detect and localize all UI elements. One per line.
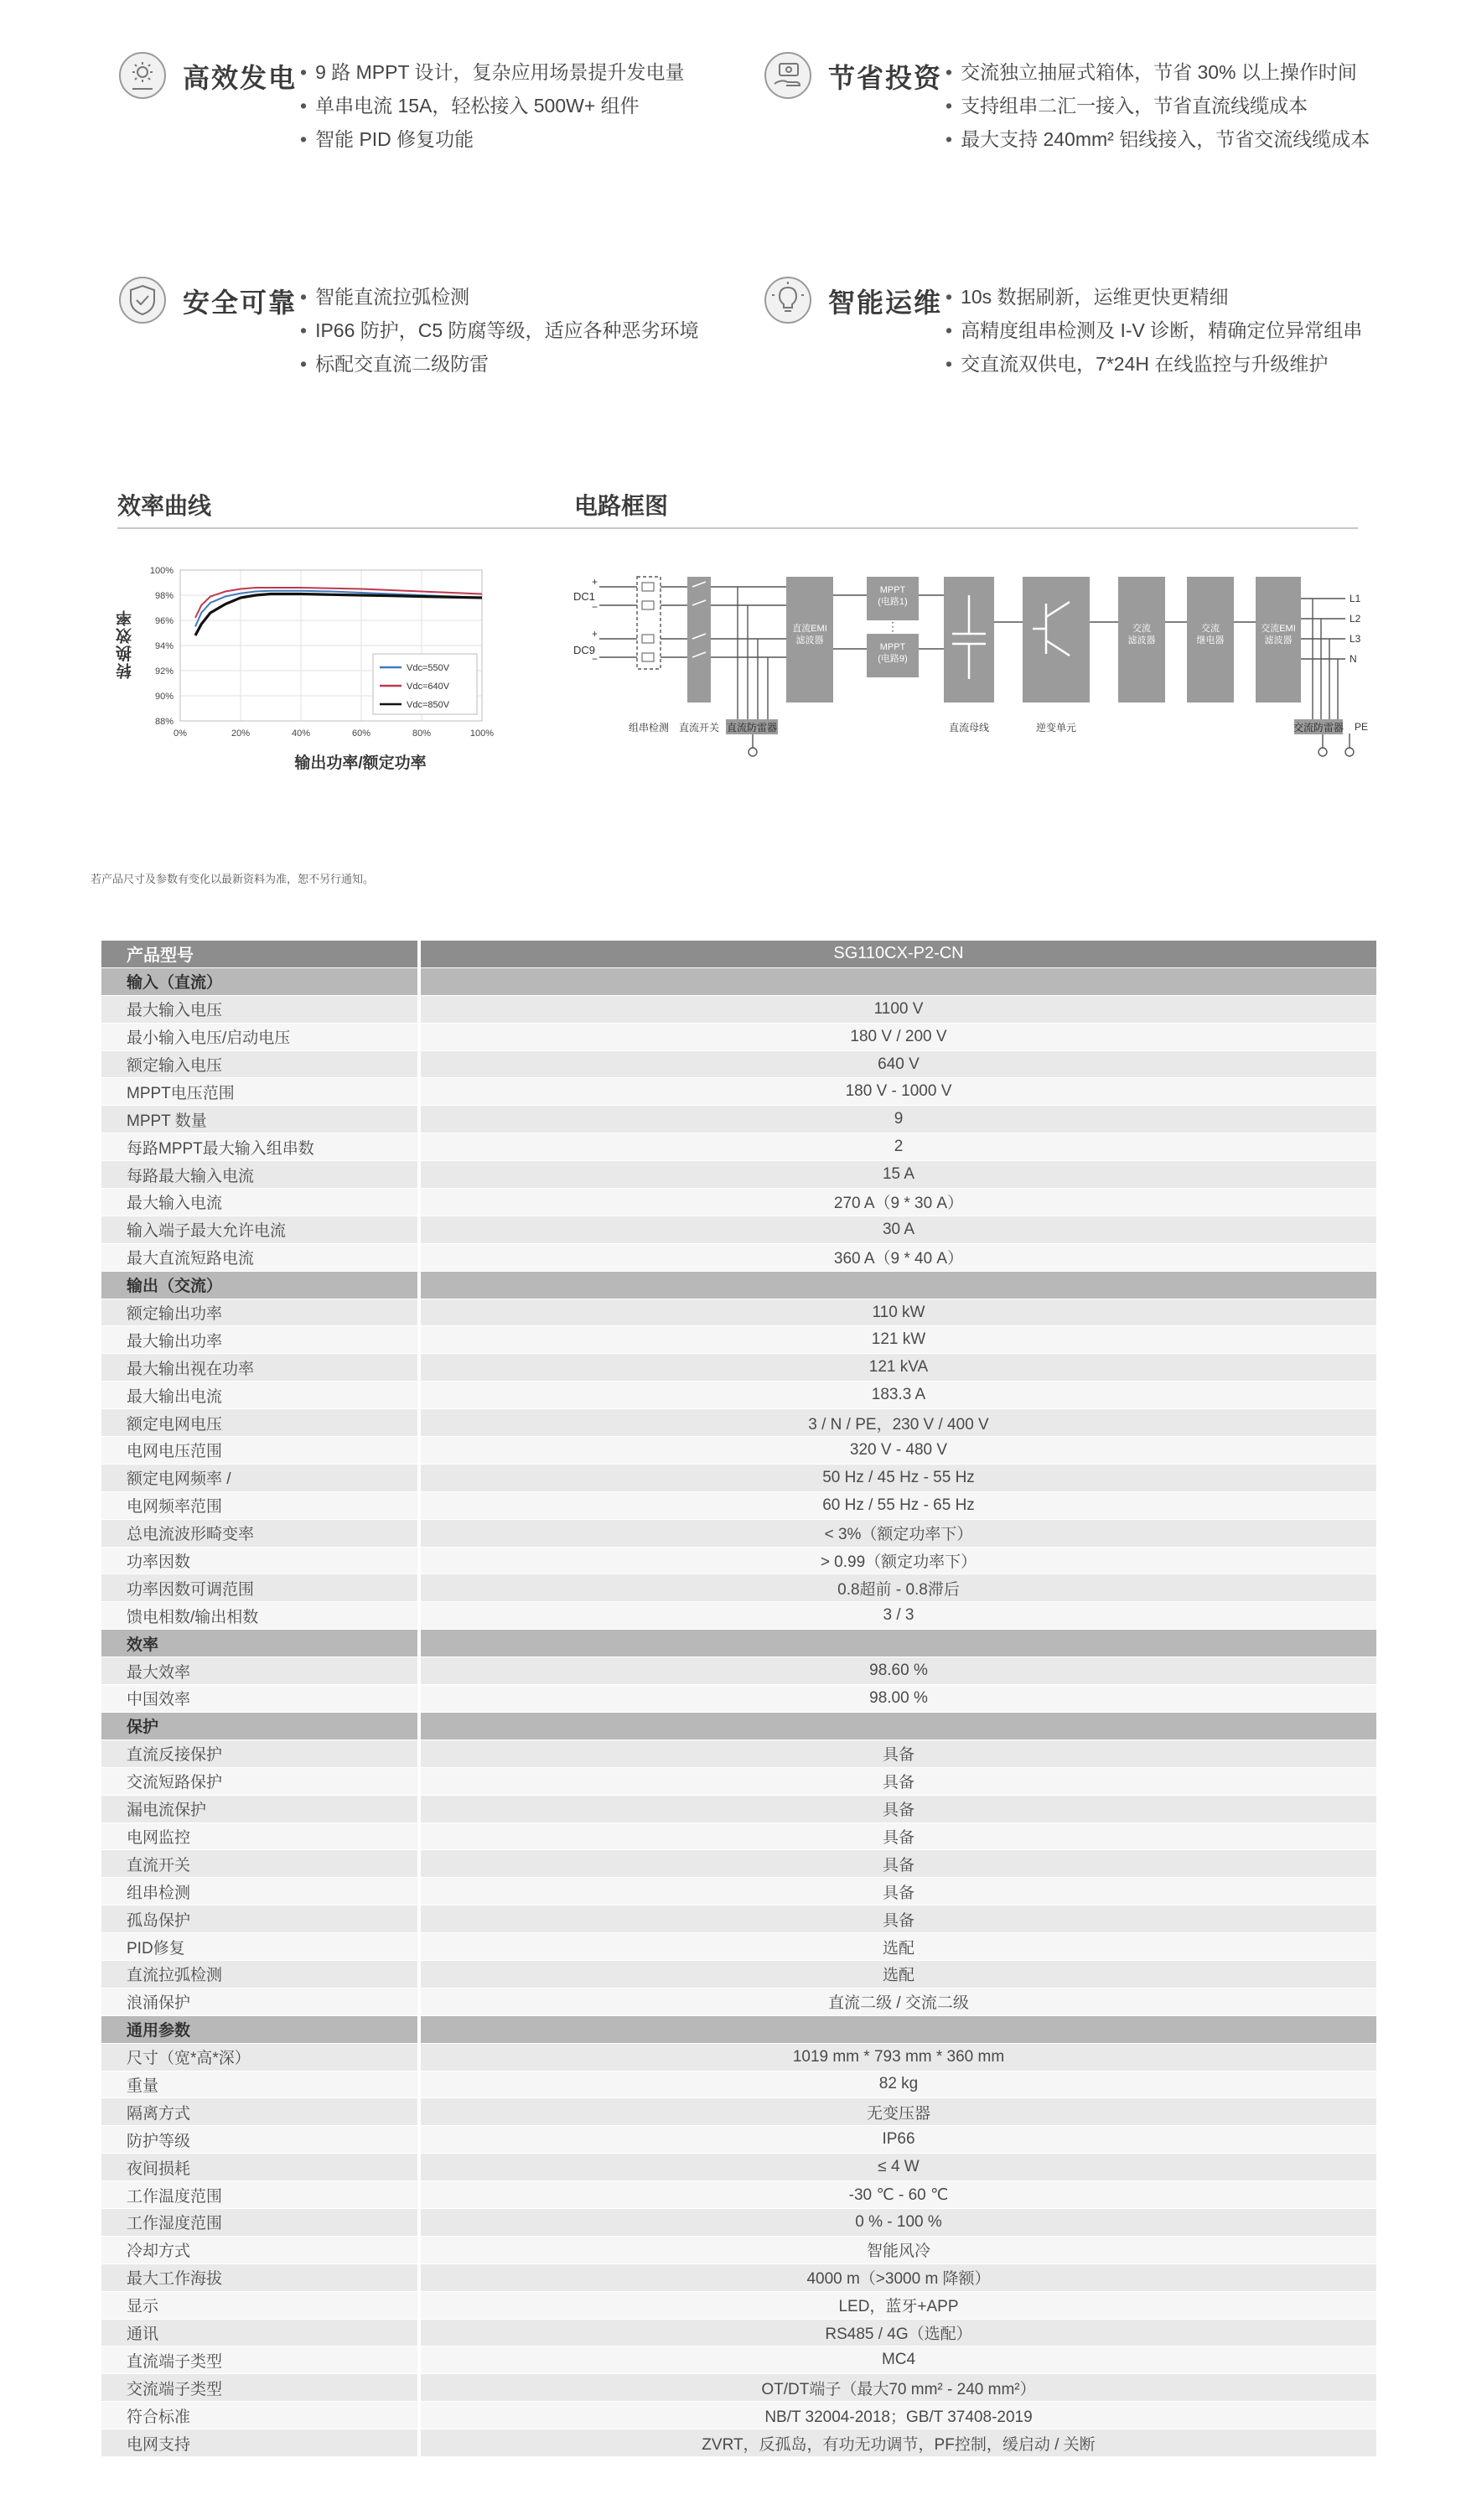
row-label: 最大工作海拔 xyxy=(101,2264,417,2291)
caption-dc-switch: 直流开关 xyxy=(678,722,720,734)
table-row xyxy=(101,1216,1376,1244)
lightbulb-icon xyxy=(763,275,813,325)
caption-string-detect: 组串检测 xyxy=(628,722,670,734)
row-label: MPPT电压范围 xyxy=(101,1078,417,1105)
row-value: ≤ 4 W xyxy=(421,2154,1376,2180)
row-value: RS485 / 4G（选配） xyxy=(421,2320,1376,2346)
chart-legend-label: Vdc=640V xyxy=(407,682,450,692)
row-label: 额定电网频率 / xyxy=(101,1465,417,1491)
money-hand-icon xyxy=(763,50,813,101)
table-row xyxy=(101,1796,1376,1823)
row-label: 漏电流保护 xyxy=(101,1796,417,1823)
table-row xyxy=(101,1850,1376,1878)
feature-item: • 9 路 MPPT 设计，复杂应用场景提升发电量 xyxy=(300,55,685,89)
row-value: 具备 xyxy=(421,1850,1376,1877)
table-row xyxy=(101,2098,1376,2126)
caption-ac-surge: 交流防雷器 xyxy=(1293,722,1344,734)
output-l3: L3 xyxy=(1350,633,1361,645)
chart-x-tick: 20% xyxy=(231,729,251,739)
row-label: 冷却方式 xyxy=(101,2237,417,2263)
row-value: 2 xyxy=(421,1133,1376,1160)
row-label: PID修复 xyxy=(101,1933,417,1960)
row-label: 额定输出功率 xyxy=(101,1299,417,1326)
table-row xyxy=(101,1024,1376,1051)
table-row xyxy=(101,1244,1376,1272)
caption-inverter-unit: 逆变单元 xyxy=(1035,722,1077,734)
table-section-row xyxy=(101,968,1376,996)
row-label: 最大输出电流 xyxy=(101,1382,417,1408)
dc1-label: DC1 xyxy=(573,590,596,603)
row-label: 最大输入电流 xyxy=(101,1189,417,1216)
table-row xyxy=(101,1768,1376,1796)
row-label: 孤岛保护 xyxy=(101,1906,417,1932)
table-row xyxy=(101,1878,1376,1906)
table-row xyxy=(101,2429,1376,2457)
row-value: 1019 mm * 793 mm * 360 mm xyxy=(421,2044,1376,2071)
row-value: MC4 xyxy=(421,2346,1376,2373)
table-row xyxy=(101,2402,1376,2429)
table-section-row xyxy=(101,1713,1376,1740)
caption-dc-surge: 直流防雷器 xyxy=(726,722,778,734)
circuit-block-label: 交流继电器 xyxy=(1196,624,1225,646)
row-value: 60 Hz / 55 Hz - 65 Hz xyxy=(421,1492,1376,1519)
feature-item: • 单串电流 15A，轻松接入 500W+ 组件 xyxy=(300,89,685,122)
row-value: 320 V - 480 V xyxy=(421,1437,1376,1464)
row-value: 无变压器 xyxy=(421,2098,1376,2125)
circuit-block-label: 交流EMI 滤波器 xyxy=(1261,624,1296,646)
table-row xyxy=(101,1657,1376,1685)
table-row xyxy=(101,1133,1376,1161)
table-row xyxy=(101,2346,1376,2374)
dc1-minus: − xyxy=(592,601,598,613)
chart-y-tick: 98% xyxy=(154,591,174,601)
feature-title: 节省投资 xyxy=(828,63,943,93)
row-label: 夜间损耗 xyxy=(101,2154,417,2180)
row-value xyxy=(421,1713,1376,1740)
feature-list xyxy=(946,55,1370,156)
table-row xyxy=(101,1465,1376,1492)
row-value: OT/DT端子（最大70 mm² - 240 mm²） xyxy=(421,2374,1376,2401)
row-value xyxy=(421,1630,1376,1657)
chart-y-tick: 100% xyxy=(149,566,174,576)
row-value: 3 / N / PE，230 V / 400 V xyxy=(421,1409,1376,1436)
table-row xyxy=(101,1685,1376,1713)
dc1-plus: + xyxy=(592,576,598,588)
sun-panel-icon xyxy=(117,50,168,101)
table-row xyxy=(101,1823,1376,1851)
row-value: -30 ℃ - 60 ℃ xyxy=(421,2181,1376,2208)
row-value: 110 kW xyxy=(421,1299,1376,1326)
row-label: 电网电压范围 xyxy=(101,1437,417,1464)
row-label: 工作温度范围 xyxy=(101,2181,417,2208)
table-row xyxy=(101,1548,1376,1575)
row-label: 输入（直流） xyxy=(101,968,417,995)
row-value: < 3%（额定功率下） xyxy=(421,1520,1376,1547)
row-value: 具备 xyxy=(421,1796,1376,1823)
row-value: 180 V / 200 V xyxy=(421,1024,1376,1050)
row-label: 功率因数可调范围 xyxy=(101,1574,417,1601)
row-label: 符合标准 xyxy=(101,2402,417,2429)
header-model: SG110CX-P2-CN xyxy=(421,941,1376,967)
row-label: 每路MPPT最大输入组串数 xyxy=(101,1133,417,1160)
feature-item: • 智能 PID 修复功能 xyxy=(300,122,685,156)
row-value: 640 V xyxy=(421,1051,1376,1078)
row-label: 效率 xyxy=(101,1630,417,1657)
row-label: 最大输出功率 xyxy=(101,1326,417,1353)
table-row xyxy=(101,2181,1376,2209)
chart-y-tick: 96% xyxy=(154,616,174,626)
row-value: > 0.99（额定功率下） xyxy=(421,1548,1376,1574)
row-label: 输入端子最大允许电流 xyxy=(101,1216,417,1243)
row-label: 工作湿度范围 xyxy=(101,2209,417,2236)
row-value: 具备 xyxy=(421,1740,1376,1767)
feature-item: • 交流独立抽屉式箱体，节省 30% 以上操作时间 xyxy=(946,55,1370,89)
circuit-diagram-title: 电路框图 xyxy=(574,493,669,519)
dc9-minus: − xyxy=(592,653,598,665)
table-row xyxy=(101,1161,1376,1189)
feature-item: • 标配交直流二级防雷 xyxy=(300,347,699,381)
row-value: LED，蓝牙+APP xyxy=(421,2292,1376,2319)
row-value: 1100 V xyxy=(421,996,1376,1023)
table-row xyxy=(101,1437,1376,1465)
row-label: 通用参数 xyxy=(101,2016,417,2043)
row-label: 电网监控 xyxy=(101,1823,417,1850)
row-value: 121 kW xyxy=(421,1326,1376,1353)
feature-title: 智能运维 xyxy=(828,288,943,318)
output-n: N xyxy=(1350,653,1357,665)
row-label: 最小输入电压/启动电压 xyxy=(101,1024,417,1050)
table-row xyxy=(101,2264,1376,2292)
row-value: 智能风冷 xyxy=(421,2237,1376,2263)
row-value: 选配 xyxy=(421,1933,1376,1960)
spec-table xyxy=(101,941,1376,2457)
chart-y-tick: 90% xyxy=(154,692,174,702)
row-label: 尺寸（宽*高*深） xyxy=(101,2044,417,2071)
row-label: 额定输入电压 xyxy=(101,1051,417,1078)
chart-y-tick: 94% xyxy=(154,641,174,651)
table-row xyxy=(101,2292,1376,2320)
feature-item: • 智能直流拉弧检测 xyxy=(300,280,699,314)
table-row xyxy=(101,1574,1376,1602)
feature-list xyxy=(300,55,685,156)
table-row xyxy=(101,1354,1376,1382)
row-label: 最大效率 xyxy=(101,1657,417,1684)
table-section-row xyxy=(101,1272,1376,1299)
table-row xyxy=(101,1520,1376,1548)
table-row xyxy=(101,2154,1376,2181)
table-row xyxy=(101,1106,1376,1133)
table-row xyxy=(101,1989,1376,2016)
caption-dc-bus: 直流母线 xyxy=(948,722,990,734)
feature-item: • 最大支持 240mm² 铝线接入，节省交流线缆成本 xyxy=(946,122,1370,156)
table-row xyxy=(101,1602,1376,1630)
chart-x-tick: 0% xyxy=(174,729,187,739)
row-label: 通讯 xyxy=(101,2320,417,2346)
circuit-block-label: 交流滤波器 xyxy=(1127,624,1156,646)
circuit-block-label: 直流EMI 滤波器 xyxy=(792,624,827,646)
table-row xyxy=(101,996,1376,1024)
chart-xlabel: 输出功率/额定功率 xyxy=(294,754,427,772)
row-value: 0.8超前 - 0.8滞后 xyxy=(421,1574,1376,1601)
row-label: 直流端子类型 xyxy=(101,2346,417,2373)
table-row xyxy=(101,1382,1376,1409)
table-row xyxy=(101,1933,1376,1961)
circuit-diagram xyxy=(570,562,1369,780)
row-value: 具备 xyxy=(421,1768,1376,1795)
feature-list xyxy=(946,280,1362,381)
table-row xyxy=(101,1409,1376,1437)
row-value: 具备 xyxy=(421,1823,1376,1850)
section-divider xyxy=(117,527,1358,529)
row-label: 每路最大输入电流 xyxy=(101,1161,417,1188)
chart-legend-label: Vdc=550V xyxy=(407,663,450,673)
chart-x-tick: 60% xyxy=(351,729,371,739)
dc9-plus: + xyxy=(592,628,598,640)
row-value: 15 A xyxy=(421,1161,1376,1188)
row-label: 电网频率范围 xyxy=(101,1492,417,1519)
table-row xyxy=(101,1961,1376,1989)
table-row xyxy=(101,2126,1376,2154)
row-value xyxy=(421,2016,1376,2043)
dc9-label: DC9 xyxy=(573,644,596,656)
row-value: 180 V - 1000 V xyxy=(421,1078,1376,1105)
row-label: 交流端子类型 xyxy=(101,2374,417,2401)
feature-save-investment xyxy=(763,50,1417,176)
efficiency-chart xyxy=(117,553,503,780)
circuit-block-label: MPPT (电路9) xyxy=(878,642,908,664)
row-value: 360 A（9 * 40 A） xyxy=(421,1244,1376,1271)
row-label: 直流开关 xyxy=(101,1850,417,1877)
row-value: 50 Hz / 45 Hz - 55 Hz xyxy=(421,1465,1376,1491)
row-label: 组串检测 xyxy=(101,1878,417,1905)
table-row xyxy=(101,1189,1376,1216)
header-label: 产品型号 xyxy=(101,941,417,967)
feature-item: • 支持组串二汇一接入，节省直流线缆成本 xyxy=(946,89,1370,122)
feature-item: • 高精度组串检测及 I-V 诊断，精确定位异常组串 xyxy=(946,314,1362,347)
chart-x-tick: 100% xyxy=(469,729,495,739)
table-row xyxy=(101,2374,1376,2402)
row-value: 270 A（9 * 30 A） xyxy=(421,1189,1376,1216)
table-row xyxy=(101,2237,1376,2264)
row-label: 重量 xyxy=(101,2071,417,2098)
table-section-row xyxy=(101,2016,1376,2044)
row-value: 98.60 % xyxy=(421,1657,1376,1684)
chart-legend-label: Vdc=850V xyxy=(407,700,450,710)
row-value: NB/T 32004-2018；GB/T 37408-2019 xyxy=(421,2402,1376,2429)
chart-y-tick: 88% xyxy=(154,717,174,727)
table-header xyxy=(101,941,1376,968)
row-label: 最大直流短路电流 xyxy=(101,1244,417,1271)
feature-item: • 交直流双供电，7*24H 在线监控与升级维护 xyxy=(946,347,1362,381)
output-l2: L2 xyxy=(1350,613,1361,625)
row-label: 直流拉弧检测 xyxy=(101,1961,417,1988)
row-value: 121 kVA xyxy=(421,1354,1376,1381)
row-value: 3 / 3 xyxy=(421,1602,1376,1629)
table-row xyxy=(101,1326,1376,1354)
table-row xyxy=(101,1299,1376,1327)
row-value: 9 xyxy=(421,1106,1376,1133)
table-row xyxy=(101,2044,1376,2071)
table-row xyxy=(101,1078,1376,1106)
row-label: 显示 xyxy=(101,2292,417,2319)
row-value: 0 % - 100 % xyxy=(421,2209,1376,2236)
row-label: 直流反接保护 xyxy=(101,1740,417,1767)
row-label: 额定电网电压 xyxy=(101,1409,417,1436)
row-label: 功率因数 xyxy=(101,1548,417,1574)
feature-safety xyxy=(117,275,771,401)
feature-smart-om xyxy=(763,275,1417,401)
table-row xyxy=(101,2209,1376,2237)
row-label: 电网支持 xyxy=(101,2429,417,2456)
feature-item: • 10s 数据刷新，运维更快更精细 xyxy=(946,280,1362,314)
row-value: 30 A xyxy=(421,1216,1376,1243)
table-row xyxy=(101,1051,1376,1079)
feature-item: • IP66 防护，C5 防腐等级，适应各种恶劣环境 xyxy=(300,314,699,347)
row-value: 183.3 A xyxy=(421,1382,1376,1408)
feature-list xyxy=(300,280,699,381)
output-l1: L1 xyxy=(1350,593,1361,604)
efficiency-curve-title: 效率曲线 xyxy=(117,493,212,519)
row-value: 直流二级 / 交流二级 xyxy=(421,1989,1376,2015)
chart-x-tick: 80% xyxy=(412,729,432,739)
row-label: 防护等级 xyxy=(101,2126,417,2153)
circuit-block-label: MPPT (电路1) xyxy=(878,585,908,607)
row-label: 最大输入电压 xyxy=(101,996,417,1023)
feature-title: 安全可靠 xyxy=(183,288,298,318)
row-value xyxy=(421,968,1376,995)
chart-x-tick: 40% xyxy=(291,729,311,739)
row-value: 82 kg xyxy=(421,2071,1376,2098)
table-row xyxy=(101,1740,1376,1768)
row-label: 保护 xyxy=(101,1713,417,1740)
shield-icon xyxy=(117,275,168,325)
row-label: 馈电相数/输出相数 xyxy=(101,1602,417,1629)
table-row xyxy=(101,2071,1376,2099)
row-label: 输出（交流） xyxy=(101,1272,417,1299)
row-label: 交流短路保护 xyxy=(101,1768,417,1795)
table-section-row xyxy=(101,1630,1376,1657)
chart-ylabel: 转换效率 xyxy=(117,609,134,679)
row-label: MPPT 数量 xyxy=(101,1106,417,1133)
row-value: 具备 xyxy=(421,1906,1376,1932)
row-value: ZVRT，反孤岛，有功无功调节，PF控制，缓启动 / 关断 xyxy=(421,2429,1376,2456)
row-label: 中国效率 xyxy=(101,1685,417,1712)
disclaimer-note: 若产品尺寸及参数有变化以最新资料为准，恕不另行通知。 xyxy=(91,873,375,885)
feature-high-efficiency xyxy=(117,50,771,176)
table-row xyxy=(101,1492,1376,1520)
table-row xyxy=(101,2320,1376,2347)
mppt-ellipsis: ⋮ xyxy=(887,620,899,633)
table-row xyxy=(101,1906,1376,1933)
feature-title: 高效发电 xyxy=(183,63,298,93)
row-value xyxy=(421,1272,1376,1299)
row-label: 浪涌保护 xyxy=(101,1989,417,2015)
row-label: 最大输出视在功率 xyxy=(101,1354,417,1381)
row-value: 具备 xyxy=(421,1878,1376,1905)
row-value: 98.00 % xyxy=(421,1685,1376,1712)
chart-y-tick: 92% xyxy=(154,666,174,677)
row-value: IP66 xyxy=(421,2126,1376,2153)
output-pe: PE xyxy=(1355,721,1369,733)
row-label: 总电流波形畸变率 xyxy=(101,1520,417,1547)
row-value: 4000 m（>3000 m 降额） xyxy=(421,2264,1376,2291)
row-value: 选配 xyxy=(421,1961,1376,1988)
row-label: 隔离方式 xyxy=(101,2098,417,2125)
chart-series-line xyxy=(195,594,482,636)
